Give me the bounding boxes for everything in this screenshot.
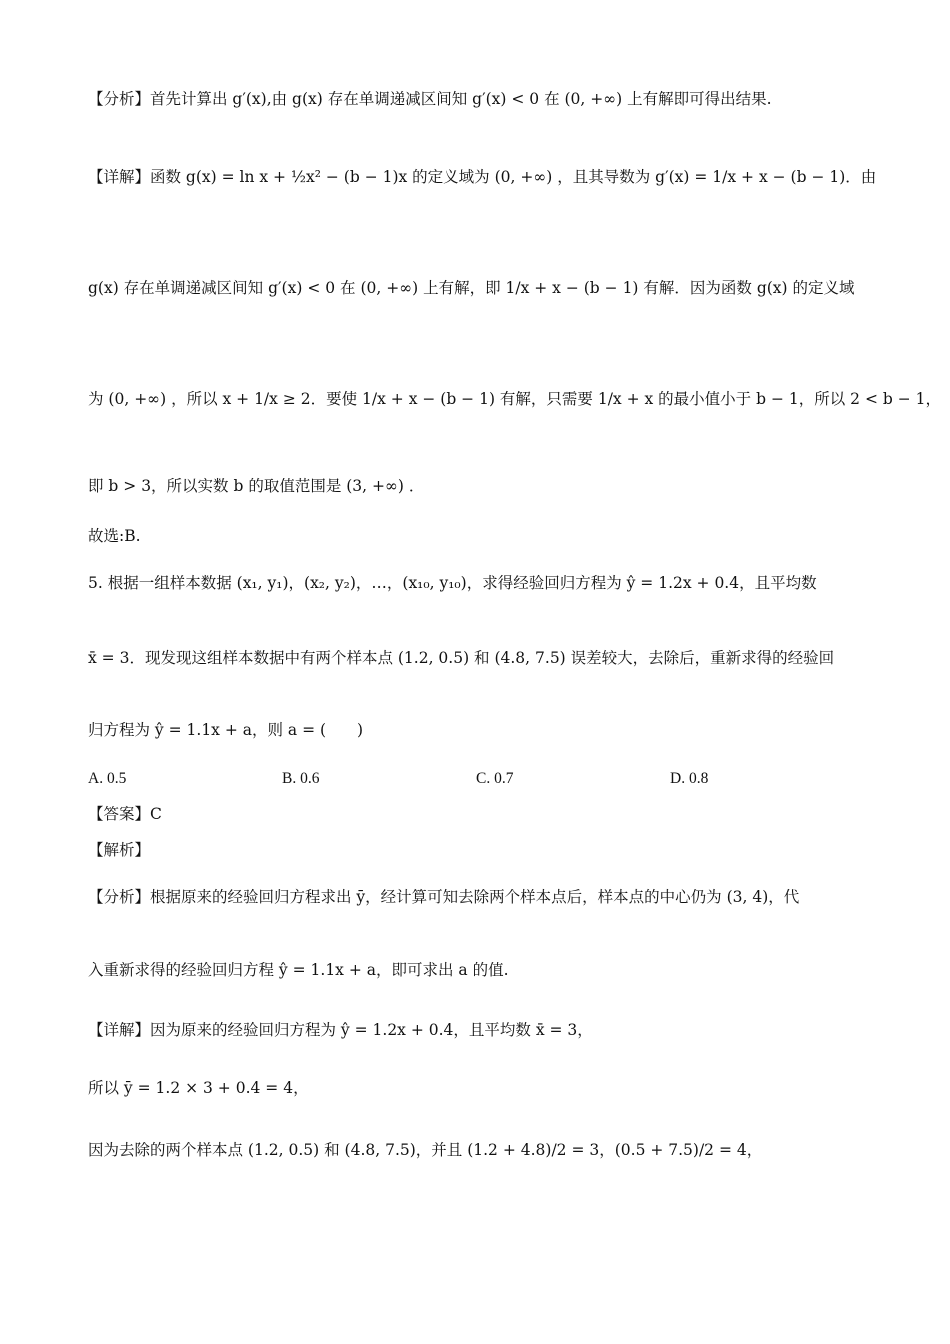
jiexi-heading: 【解析】 xyxy=(88,841,151,859)
detail-line-1: 【详解】函数 g(x) = ln x + ½x² − (b − 1)x 的定义域为 (0, +∞) ，且其导数为 g′(x) = 1/x + x − (b − 1)．由 xyxy=(88,168,877,186)
q5-detail-line-2: 所以 ȳ = 1.2 × 3 + 0.4 = 4， xyxy=(88,1079,309,1097)
question-5-line-2: x̄ = 3．现发现这组样本数据中有两个样本点 (1.2, 0.5) 和 (4.8, 7.5) 误差较大，去除后，重新求得的经验回 xyxy=(88,649,835,667)
option-d: D. 0.8 xyxy=(670,770,709,787)
q5-analysis-line-1: 【分析】根据原来的经验回归方程求出 ȳ，经计算可知去除两个样本点后，样本点的中心仍为 (3, 4)，代 xyxy=(88,888,800,906)
option-a: A. 0.5 xyxy=(88,770,127,787)
answer-line: 【答案】C xyxy=(88,805,162,823)
choice-line: 故选:B. xyxy=(88,527,141,545)
detail-line-3: 为 (0, +∞) ，所以 x + 1/x ≥ 2．要使 1/x + x − (b − 1) 有解，只需要 1/x + x 的最小值小于 b − 1，所以 2 < b − 1， xyxy=(88,390,941,408)
detail-line-4: 即 b > 3，所以实数 b 的取值范围是 (3, +∞) ． xyxy=(88,477,425,495)
detail-line-2: g(x) 存在单调递减区间知 g′(x) < 0 在 (0, +∞) 上有解，即 1/x + x − (b − 1) 有解．因为函数 g(x) 的定义域 xyxy=(88,279,855,297)
question-5-line-3: 归方程为 ŷ = 1.1x + a，则 a = ( ) xyxy=(88,721,364,739)
option-c: C. 0.7 xyxy=(476,770,514,787)
q5-detail-line-3: 因为去除的两个样本点 (1.2, 0.5) 和 (4.8, 7.5)，并且 (1.2 + 4.8)/2 = 3，(0.5 + 7.5)/2 = 4， xyxy=(88,1141,763,1159)
analysis-line-1: 【分析】首先计算出 g′(x),由 g(x) 存在单调递减区间知 g′(x) < 0 在 (0, +∞) 上有解即可得出结果. xyxy=(88,90,772,108)
question-5-line-1: 5. 根据一组样本数据 (x₁, y₁)，(x₂, y₂)，…，(x₁₀, y₁₀)，求得经验回归方程为 ŷ = 1.2x + 0.4，且平均数 xyxy=(88,574,817,592)
q5-detail-line-1: 【详解】因为原来的经验回归方程为 ŷ = 1.2x + 0.4，且平均数 x̄ = 3， xyxy=(88,1021,593,1039)
option-b: B. 0.6 xyxy=(282,770,320,787)
q5-analysis-line-2: 入重新求得的经验回归方程 ŷ = 1.1x + a，即可求出 a 的值. xyxy=(88,961,509,979)
